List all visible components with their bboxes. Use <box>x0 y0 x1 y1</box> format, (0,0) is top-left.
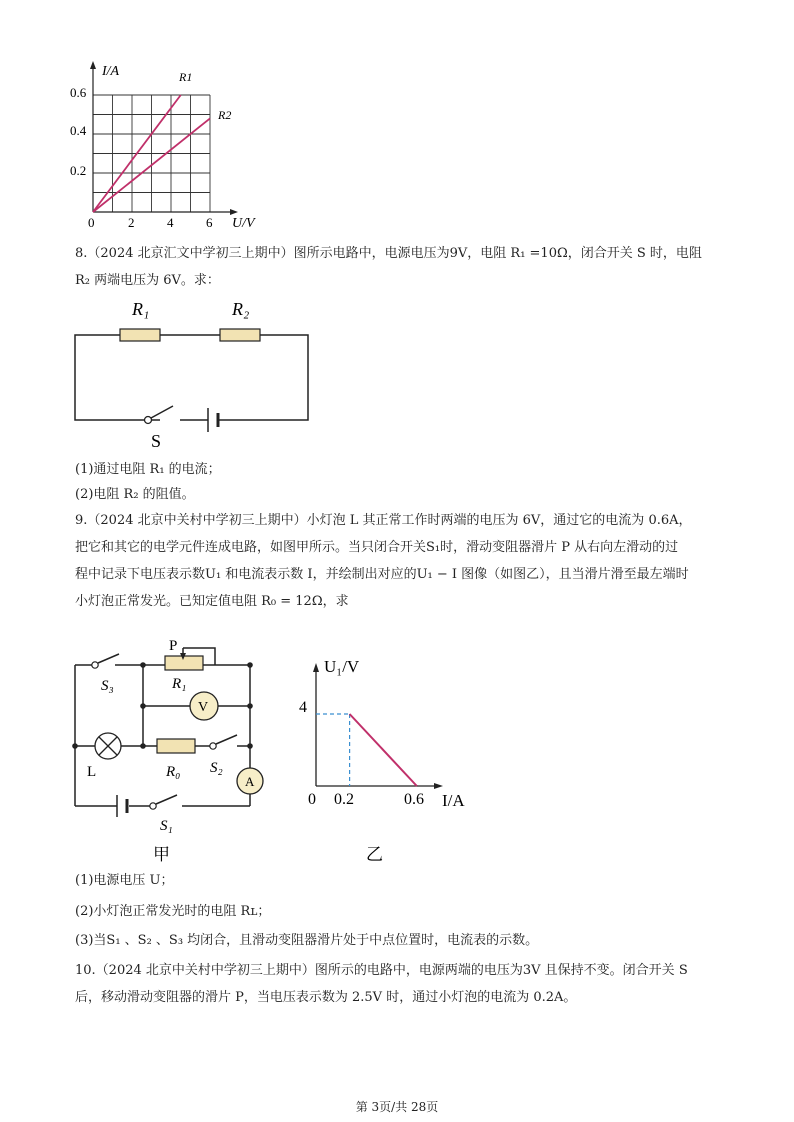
iu-graph <box>60 55 280 235</box>
resistor-r2 <box>220 329 260 341</box>
battery <box>208 408 218 432</box>
q9-line4: 小灯泡正常发光。已知定值电阻 R₀ = 12Ω，求 <box>75 594 349 609</box>
label-p: P <box>169 638 178 654</box>
q8-circuit <box>70 295 320 455</box>
q8-sub1: (1)通过电阻 R₁ 的电流； <box>75 462 221 477</box>
x-tick-6: 6 <box>206 215 213 230</box>
x-axis-arrow <box>434 783 443 789</box>
switch-s2 <box>210 735 237 749</box>
label-l: L <box>87 764 97 780</box>
label-r0: R₀ <box>166 764 181 780</box>
x-tick-0.6: 0.6 <box>404 791 424 808</box>
x-axis-label: I/A <box>442 791 465 810</box>
q9-sub1: (1)电源电压 U； <box>75 873 174 888</box>
battery <box>117 795 127 817</box>
y-tick-0.2: 0.2 <box>70 163 87 178</box>
q9-sub2: (2)小灯泡正常发光时的电阻 Rʟ； <box>75 904 271 919</box>
q10-line2: 后，移动滑动变阻器的滑片 P，当电压表示数为 2.5V 时，通过小灯泡的电流为 0.2A。 <box>75 990 577 1005</box>
rheostat-r1 <box>165 656 203 670</box>
q10-line1: 10.（2024 北京中关村中学初三上期中）图所示的电路中，电源两端的电压为3V 且保持不变。闭合开关 S <box>75 963 688 978</box>
y-axis-arrow <box>90 61 96 69</box>
q9-graph-yi <box>300 648 490 868</box>
x-axis-arrow <box>230 209 238 215</box>
y-axis-label: U₁/V <box>324 657 360 676</box>
label-r1: R₁ <box>132 299 150 319</box>
q9-line1: 9.（2024 北京中关村中学初三上期中）小灯泡 L 其正常工作时两端的电压为 6V，通过它的电流为 0.6A， <box>75 513 692 528</box>
grid <box>93 95 210 212</box>
x-axis-label: U/V <box>232 216 255 231</box>
resistor-r1 <box>120 329 160 341</box>
label-s2: S₂ <box>210 760 223 776</box>
q8-line2: R₂ 两端电压为 6V。求： <box>75 273 220 288</box>
y-axis-label: I/A <box>102 64 120 79</box>
u1-i-line <box>350 714 417 786</box>
resistor-r0 <box>157 739 195 753</box>
x-tick-2: 2 <box>128 215 135 230</box>
caption-jia: 甲 <box>153 845 170 864</box>
y-axis-arrow <box>313 663 319 672</box>
label-v: V <box>198 700 209 715</box>
label-s: S <box>151 431 162 451</box>
x-tick-4: 4 <box>167 215 174 230</box>
q9-line3: 程中记录下电压表示数U₁ 和电流表示数 I，并绘制出对应的U₁ − I 图像（如图乙），且当滑片滑至最左端时 <box>75 567 689 582</box>
label-s3: S₃ <box>101 678 114 694</box>
x-tick-0.2: 0.2 <box>334 791 354 808</box>
q9-line2: 把它和其它的电学元件连成电路，如图甲所示。当只闭合开关S₁时，滑动变阻器滑片 P 从右向左滑动的过 <box>75 540 679 555</box>
y-tick-0.4: 0.4 <box>70 123 87 138</box>
x-tick-0: 0 <box>88 215 95 230</box>
lamp-l <box>95 733 121 759</box>
switch-s1 <box>150 795 177 809</box>
label-r2: R₂ <box>232 299 250 319</box>
q9-circuit-jia <box>65 628 280 868</box>
series-label-r2: R2 <box>218 108 232 122</box>
caption-yi: 乙 <box>366 845 383 864</box>
series-label-r1: R1 <box>179 70 193 84</box>
q8-sub2: (2)电阻 R₂ 的阻值。 <box>75 487 195 502</box>
q8-line1: 8.（2024 北京汇文中学初三上期中）图所示电路中，电源电压为9V，电阻 R₁ =10Ω，闭合开关 S 时，电阻 <box>75 246 702 261</box>
page-footer: 第 3页/共 28页 <box>355 1100 439 1114</box>
x-tick-0: 0 <box>308 791 316 808</box>
switch-s3 <box>92 654 119 668</box>
y-tick-4: 4 <box>299 699 307 716</box>
q9-sub3: (3)当S₁ 、S₂ 、S₃ 均闭合，且滑动变阻器滑片处于中点位置时，电流表的示数。 <box>75 933 539 948</box>
label-a: A <box>245 774 255 789</box>
switch-s <box>145 406 174 424</box>
label-r1: R₁ <box>172 676 187 692</box>
label-s1: S₁ <box>160 818 173 834</box>
y-tick-0.6: 0.6 <box>70 85 87 100</box>
